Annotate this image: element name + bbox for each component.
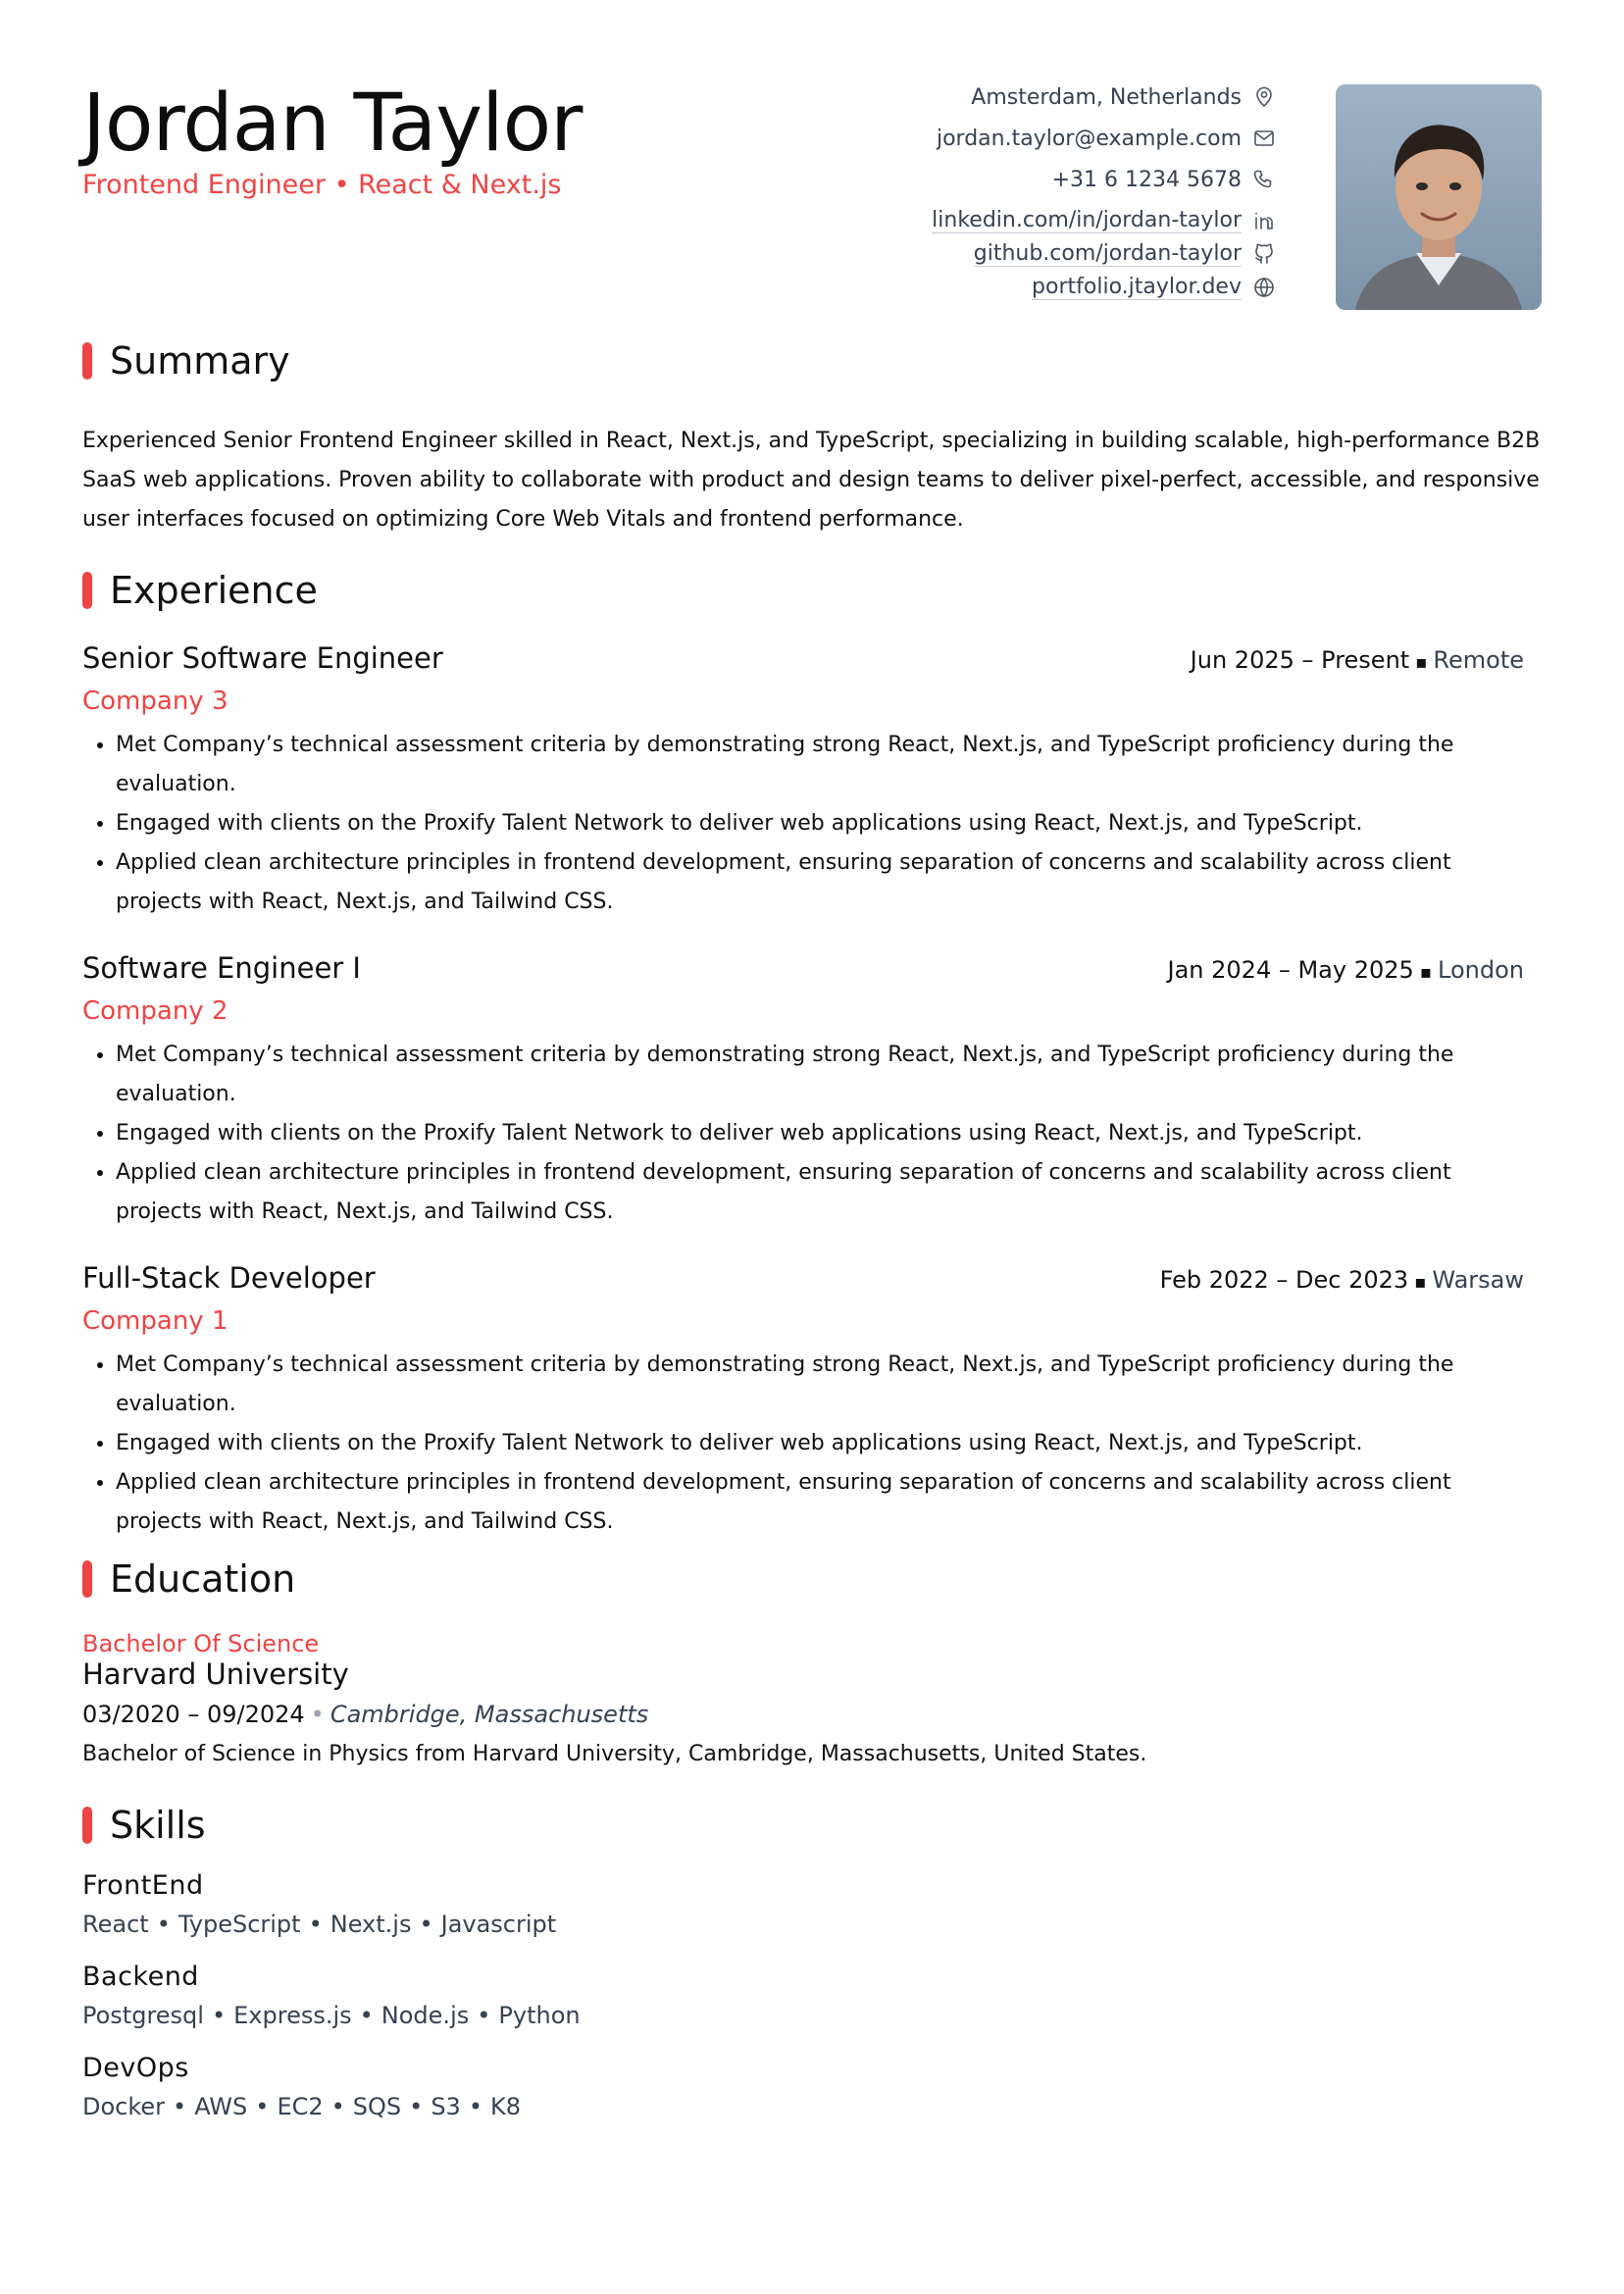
section-accent-bar — [82, 1807, 92, 1844]
job-bullet: • Engaged with clients on the Proxify Talent Network to deliver web applications using React, Next.js, and TypeScript. — [116, 1424, 1542, 1463]
linkedin-link[interactable]: linkedin.com/in/jordan-taylor — [932, 207, 1242, 232]
job-location: Remote — [1433, 646, 1524, 674]
job-location: London — [1438, 956, 1524, 984]
education-meta: 03/2020 – 09/2024 • Cambridge, Massachusetts — [82, 1701, 649, 1728]
skill-item: TypeScript — [178, 1911, 301, 1938]
education-location: Cambridge, Massachusetts — [330, 1701, 649, 1728]
headline: Frontend Engineer • React & Next.js — [82, 170, 562, 200]
skill-list: React • TypeScript • Next.js • Javascript — [82, 1911, 557, 1938]
skill-item: React — [82, 1911, 149, 1938]
school-name: Harvard University — [82, 1657, 349, 1691]
profile-photo — [1336, 84, 1542, 310]
contact-email — [937, 122, 1277, 155]
section-accent-bar — [82, 572, 92, 609]
skill-item: SQS — [352, 2093, 402, 2120]
skill-item: Node.js — [381, 2002, 470, 2029]
contact-location — [971, 80, 1277, 114]
education-description: Bachelor of Science in Physics from Harvard University, Cambridge, Massachusetts, United States. — [82, 1742, 1147, 1766]
skill-item: Python — [498, 2002, 581, 2029]
job-dates: Jan 2024 – May 2025 — [1167, 956, 1414, 984]
skill-item: Javascript — [440, 1911, 557, 1938]
location-icon — [1251, 84, 1277, 110]
job-bullets — [82, 1346, 1542, 1542]
resume-header — [82, 0, 1542, 314]
contact-location-text: Amsterdam, Netherlands — [971, 84, 1242, 110]
skill-item: EC2 — [277, 2093, 324, 2120]
experience-heading — [82, 569, 1542, 612]
job-header — [82, 641, 1542, 675]
job-title: Senior Software Engineer — [82, 641, 443, 675]
company-name: Company 1 — [82, 1306, 228, 1336]
job-bullet: • Met Company’s technical assessment criteria by demonstrating strong React, Next.js, and TypeScript proficiency during the evaluation. — [116, 1346, 1542, 1424]
globe-icon — [1251, 275, 1277, 300]
job-bullet: • Met Company’s technical assessment criteria by demonstrating strong React, Next.js, and TypeScript proficiency during the evaluation. — [116, 726, 1542, 804]
job-bullet: • Applied clean architecture principles in frontend development, ensuring separation of concerns and scalability across client projects with React, Next.js, and Tailwind CSS. — [116, 1463, 1542, 1542]
job-bullet: • Engaged with clients on the Proxify Talent Network to deliver web applications using React, Next.js, and TypeScript. — [116, 1114, 1542, 1153]
company-name: Company 3 — [82, 687, 228, 716]
skill-group — [82, 2053, 1542, 2120]
summary-text: Experienced Senior Frontend Engineer skilled in React, Next.js, and TypeScript, specializing in building scalable, high-performance B2B SaaS web applications. Proven ability to collaborate with product and design teams to deliver pixel-perfect, accessible, and responsive user interfaces focused on optimizing Core Web Vitals and frontend performance. — [82, 429, 1541, 532]
skill-item: S3 — [431, 2093, 461, 2120]
skill-item: AWS — [194, 2093, 248, 2120]
skill-category: FrontEnd — [82, 1870, 204, 1901]
summary-title: Summary — [110, 339, 290, 382]
github-link[interactable]: github.com/jordan-taylor — [973, 240, 1242, 266]
contact-phone — [1052, 163, 1277, 196]
job-bullets — [82, 1036, 1542, 1232]
job-bullets — [82, 726, 1542, 922]
job-meta: Feb 2022 – Dec 2023 ▪ Warsaw — [1159, 1266, 1524, 1294]
job-bullet: • Met Company’s technical assessment criteria by demonstrating strong React, Next.js, and TypeScript proficiency during the evaluation. — [116, 1036, 1542, 1114]
phone-icon — [1251, 167, 1277, 192]
company-name: Company 2 — [82, 996, 228, 1026]
job-meta: Jun 2025 – Present ▪ Remote — [1190, 646, 1524, 674]
email-icon — [1251, 126, 1277, 151]
contact-github[interactable] — [974, 237, 1277, 271]
degree: Bachelor Of Science — [82, 1630, 320, 1657]
skills-title: Skills — [110, 1804, 206, 1847]
section-accent-bar — [82, 342, 92, 380]
job-entry — [82, 951, 1542, 1232]
skill-item: Docker — [82, 2093, 166, 2120]
job-title: Full-Stack Developer — [82, 1261, 376, 1295]
linkedin-icon — [1251, 208, 1277, 233]
job-bullet: • Applied clean architecture principles in frontend development, ensuring separation of concerns and scalability across client projects with React, Next.js, and Tailwind CSS. — [116, 1153, 1542, 1232]
job-bullet: • Applied clean architecture principles in frontend development, ensuring separation of concerns and scalability across client projects with React, Next.js, and Tailwind CSS. — [116, 843, 1542, 922]
job-dates: Jun 2025 – Present — [1190, 646, 1410, 674]
job-title: Software Engineer I — [82, 951, 361, 985]
contact-email-text: jordan.taylor@example.com — [936, 126, 1242, 151]
job-dates: Feb 2022 – Dec 2023 — [1159, 1266, 1409, 1294]
job-location: Warsaw — [1432, 1266, 1524, 1294]
education-dates: 03/2020 – 09/2024 — [82, 1701, 305, 1728]
candidate-name: Jordan Taylor — [82, 77, 583, 170]
skill-list: Postgresql • Express.js • Node.js • Python — [82, 2002, 581, 2029]
job-meta: Jan 2024 – May 2025 ▪ London — [1167, 956, 1524, 984]
portfolio-link[interactable]: portfolio.jtaylor.dev — [1032, 274, 1242, 299]
job-entry — [82, 1261, 1542, 1542]
job-entry — [82, 641, 1542, 922]
contact-linkedin[interactable] — [932, 204, 1277, 237]
skills-heading — [82, 1804, 1542, 1847]
skill-group — [82, 1962, 1542, 2029]
job-header — [82, 1261, 1542, 1295]
section-accent-bar — [82, 1560, 92, 1598]
skill-item: K8 — [489, 2093, 521, 2120]
skill-list: Docker • AWS • EC2 • SQS • S3 • K8 — [82, 2093, 521, 2120]
skill-item: Express.js — [233, 2002, 352, 2029]
skill-category: DevOps — [82, 2053, 189, 2083]
education-title: Education — [110, 1557, 296, 1601]
contact-list — [932, 80, 1277, 304]
github-icon — [1251, 241, 1277, 267]
skill-group — [82, 1870, 1542, 1938]
skill-category: Backend — [82, 1962, 199, 1992]
contact-portfolio[interactable] — [1032, 271, 1277, 304]
contact-phone-text: +31 6 1234 5678 — [1051, 167, 1242, 192]
job-bullet: • Engaged with clients on the Proxify Talent Network to deliver web applications using React, Next.js, and TypeScript. — [116, 804, 1542, 843]
summary-heading — [82, 339, 1542, 382]
skill-item: Postgresql — [82, 2002, 204, 2029]
education-heading — [82, 1557, 1542, 1601]
experience-title: Experience — [110, 569, 318, 612]
job-header — [82, 951, 1542, 985]
skill-item: Next.js — [330, 1911, 412, 1938]
